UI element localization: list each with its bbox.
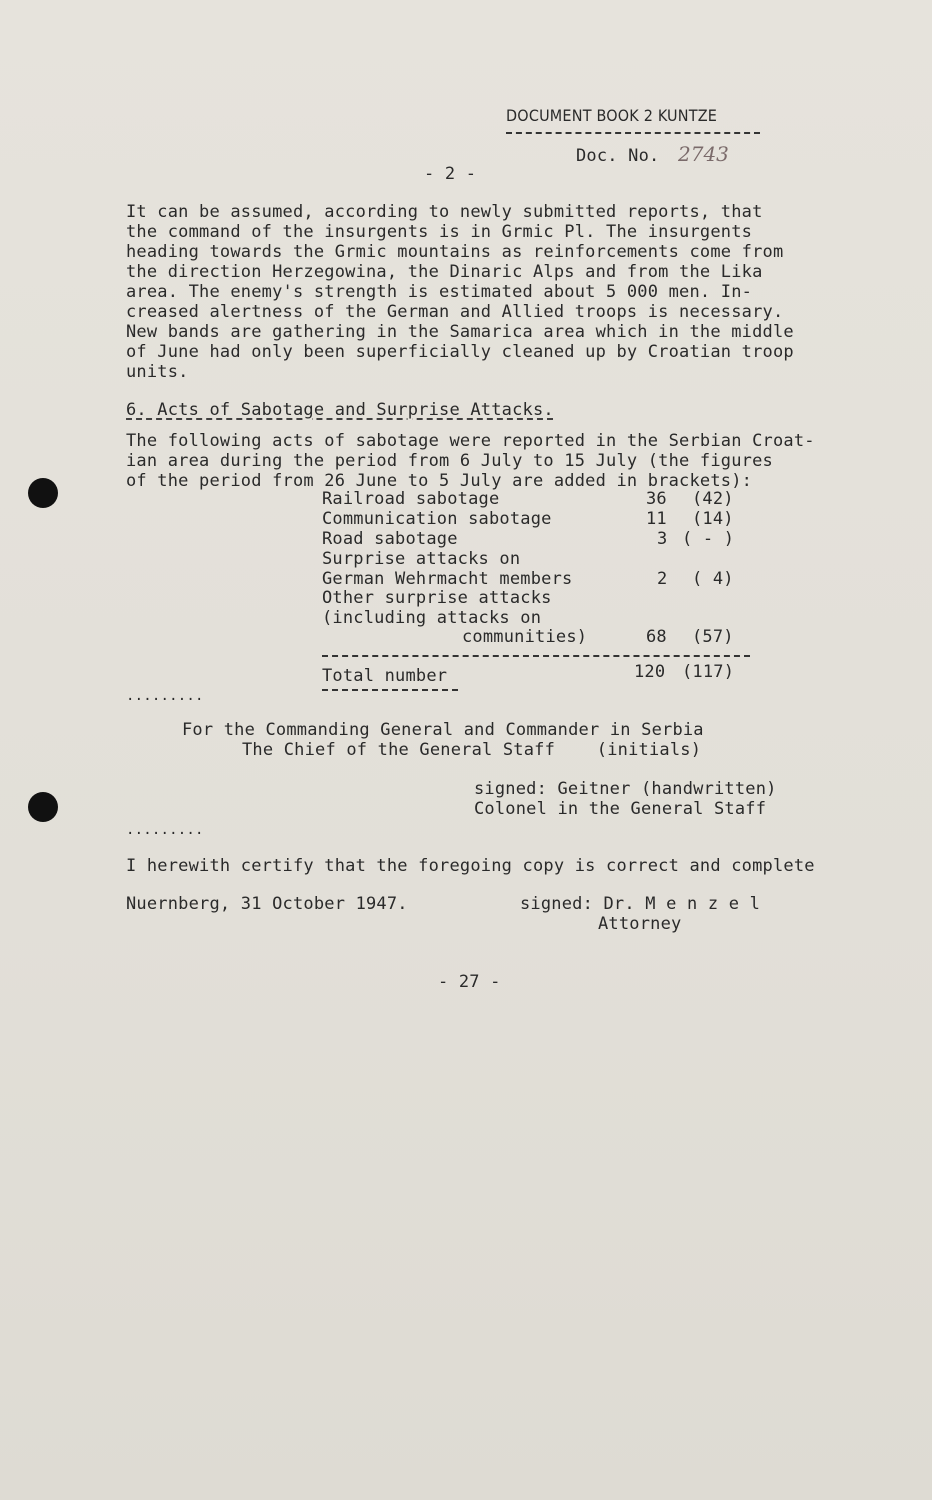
row-prev: ( 4)	[692, 569, 734, 589]
signed-geitner: signed: Geitner (handwritten)	[474, 779, 777, 799]
punch-hole-top	[28, 478, 58, 508]
intro-line: units.	[126, 362, 189, 382]
row-value: 36	[646, 489, 667, 509]
row-prev: (57)	[692, 627, 734, 647]
row-label: Other surprise attacks	[322, 588, 552, 608]
signed-rank: Colonel in the General Staff	[474, 799, 767, 819]
page-number: - 27 -	[438, 972, 501, 992]
doc-no-handwritten: 2743	[678, 142, 729, 166]
place-date: Nuernberg, 31 October 1947.	[126, 894, 408, 914]
punch-hole-bottom	[28, 792, 58, 822]
signature-line-1: For the Commanding General and Commander in Serbia	[182, 720, 704, 740]
section-intro-line: of the period from 26 June to 5 July are added in brackets):	[126, 471, 753, 491]
row-label: Communication sabotage	[322, 509, 552, 529]
row-prev: (42)	[692, 489, 734, 509]
table-total-rule	[322, 655, 750, 657]
row-value: 3	[657, 529, 668, 549]
header-underline	[506, 132, 760, 134]
row-label: communities)	[462, 627, 588, 647]
row-label: Railroad sabotage	[322, 489, 500, 509]
ellipsis-separator: .........	[126, 822, 204, 838]
section-intro-line: ian area during the period from 6 July to 15 July (the figures	[126, 451, 773, 471]
row-value: 68	[646, 627, 667, 647]
section-heading: 6. Acts of Sabotage and Surprise Attacks.	[126, 400, 554, 420]
row-label: Surprise attacks on	[322, 549, 521, 569]
total-label-underline	[322, 689, 458, 691]
total-prev: (117)	[682, 662, 735, 682]
intro-line: creased alertness of the German and Allied troops is necessary.	[126, 302, 784, 322]
row-value: 2	[657, 569, 668, 589]
page-marker: - 2 -	[424, 164, 477, 184]
doc-no-label: Doc. No.	[576, 146, 660, 166]
row-prev: (14)	[692, 509, 734, 529]
total-value: 120	[634, 662, 666, 682]
intro-line: It can be assumed, according to newly submitted reports, that	[126, 202, 763, 222]
row-label: Road sabotage	[322, 529, 458, 549]
row-label: (including attacks on	[322, 608, 542, 628]
signature-line-2: The Chief of the General Staff (initials)	[242, 740, 702, 760]
row-prev: ( - )	[682, 529, 735, 549]
document-book-title: DOCUMENT BOOK 2 KUNTZE	[506, 106, 718, 125]
section-intro-line: The following acts of sabotage were reported in the Serbian Croat-	[126, 431, 815, 451]
row-value: 11	[646, 509, 667, 529]
intro-line: area. The enemy's strength is estimated about 5 000 men. In-	[126, 282, 753, 302]
ellipsis-separator: .........	[126, 688, 204, 704]
intro-line: heading towards the Grmic mountains as reinforcements come from	[126, 242, 784, 262]
signed-menzel: signed: Dr. M e n z e l	[520, 894, 761, 914]
certification-text: I herewith certify that the foregoing copy is correct and complete	[126, 856, 815, 876]
intro-line: the direction Herzegowina, the Dinaric Alps and from the Lika	[126, 262, 763, 282]
total-label: Total number	[322, 666, 448, 686]
intro-line: New bands are gathering in the Samarica area which in the middle	[126, 322, 794, 342]
row-label: German Wehrmacht members	[322, 569, 573, 589]
attorney-title: Attorney	[598, 914, 682, 934]
intro-line: of June had only been superficially cleaned up by Croatian troop	[126, 342, 794, 362]
intro-line: the command of the insurgents is in Grmic Pl. The insurgents	[126, 222, 753, 242]
